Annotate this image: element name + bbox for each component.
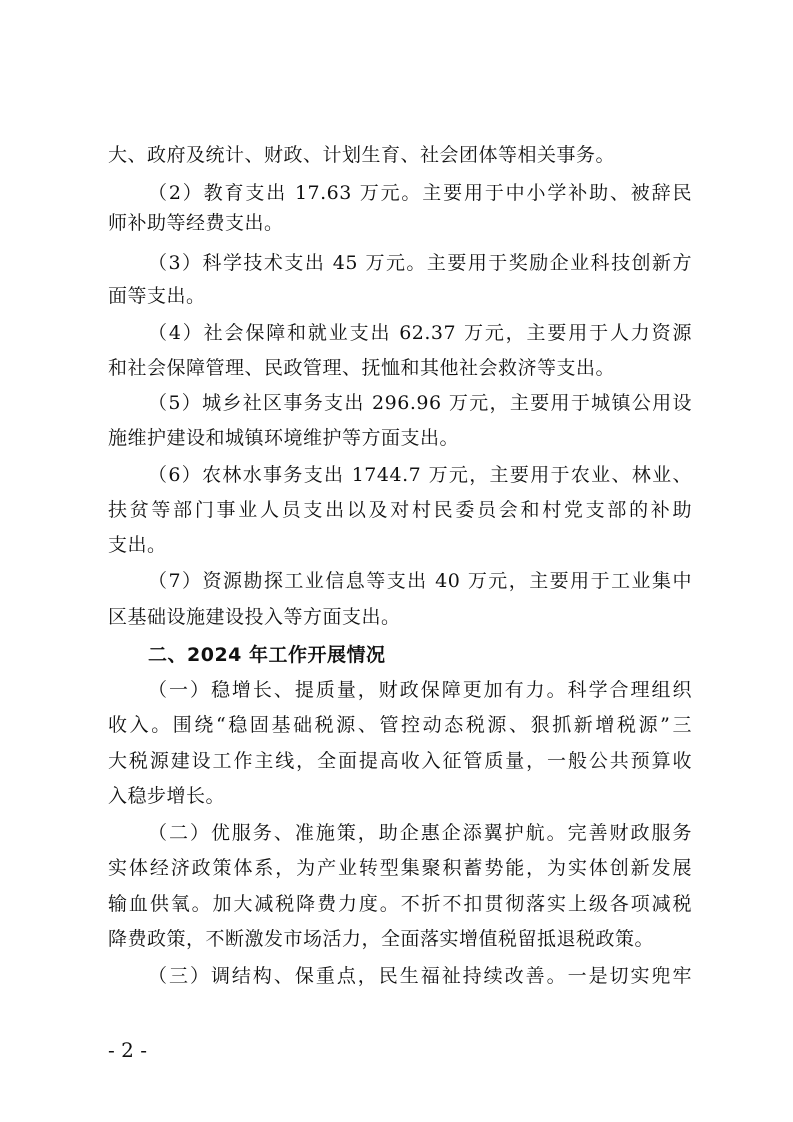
text-line-10: （6）农林水事务支出 1744.7 万元，主要用于农业、林业、	[148, 464, 692, 486]
text-line-14: 区基础设施建设投入等方面支出。	[108, 606, 401, 628]
text-line-8: （5）城乡社区事务支出 296.96 万元，主要用于城镇公用设	[148, 392, 692, 414]
text-line-22: 输血供氧。加大减税降费力度。不折不扣贯彻落实上级各项减税	[108, 893, 692, 915]
text-line-24: （三）调结构、保重点，民生福祉持续改善。一是切实兜牢	[148, 965, 692, 987]
text-line-1: 大、政府及统计、财政、计划生育、社会团体等相关事务。	[108, 144, 616, 166]
text-line-23: 降费政策，不断激发市场活力，全面落实增值税留抵退税政策。	[108, 928, 655, 950]
text-line-11: 扶贫等部门事业人员支出以及对村民委员会和村党支部的补助	[108, 499, 692, 521]
section-heading: 二、2024 年工作开展情况	[148, 644, 386, 666]
page-number: - 2 -	[108, 1038, 147, 1062]
text-line-3: 师补助等经费支出。	[108, 212, 284, 234]
text-line-19: 入稳步增长。	[108, 785, 226, 807]
text-line-13: （7）资源勘探工业信息等支出 40 万元，主要用于工业集中	[148, 570, 692, 592]
text-line-6: （4）社会保障和就业支出 62.37 万元，主要用于人力资源	[148, 322, 692, 344]
text-line-18: 大税源建设工作主线，全面提高收入征管质量，一般公共预算收	[108, 750, 692, 772]
text-line-17: 收入。围绕“稳固基础税源、管控动态税源、狠抓新增税源”三	[108, 714, 692, 736]
text-line-7: 和社会保障管理、民政管理、抚恤和其他社会救济等支出。	[108, 357, 616, 379]
text-line-21: 实体经济政策体系，为产业转型集聚积蓄势能，为实体创新发展	[108, 857, 692, 879]
text-line-9: 施维护建设和城镇环境维护等方面支出。	[108, 427, 460, 449]
text-line-5: 面等支出。	[108, 285, 206, 307]
text-line-2: （2）教育支出 17.63 万元。主要用于中小学补助、被辞民	[148, 182, 692, 204]
text-line-16: （一）稳增长、提质量，财政保障更加有力。科学合理组织	[148, 679, 692, 701]
text-line-12: 支出。	[108, 534, 167, 556]
text-line-4: （3）科学技术支出 45 万元。主要用于奖励企业科技创新方	[148, 252, 692, 274]
text-line-20: （二）优服务、准施策，助企惠企添翼护航。完善财政服务	[148, 822, 692, 844]
